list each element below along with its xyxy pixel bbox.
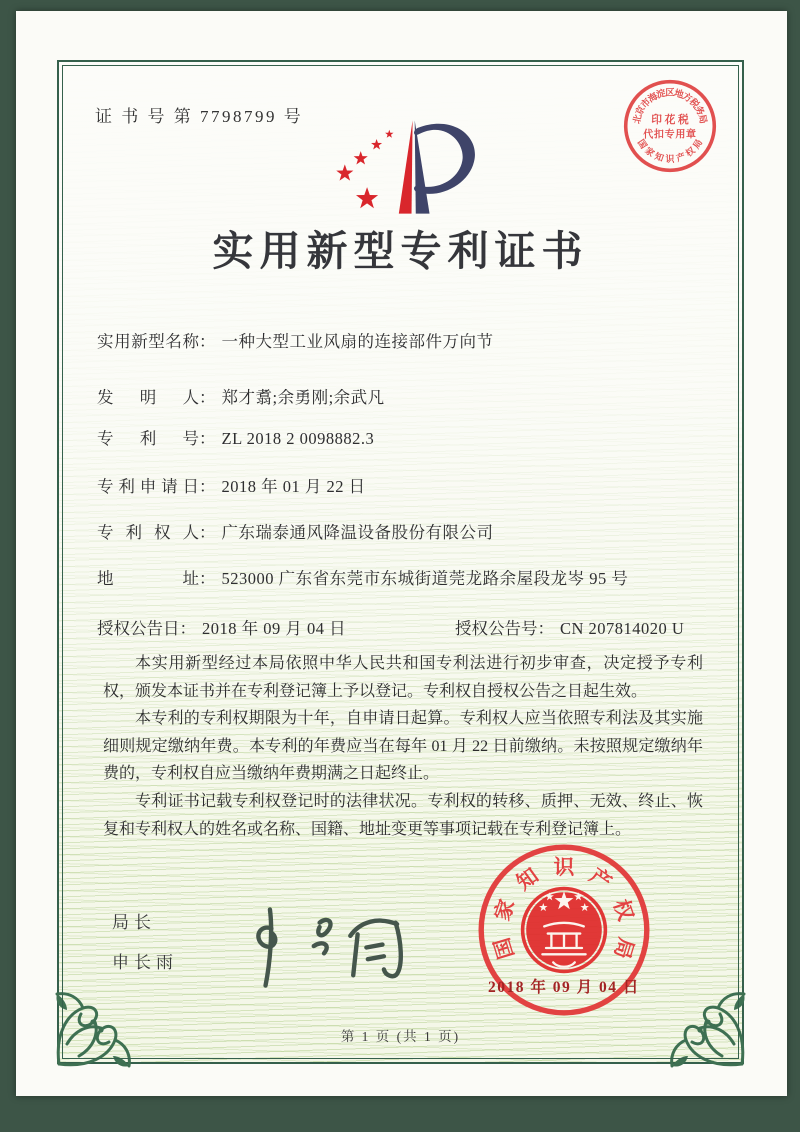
field-colon: ： xyxy=(199,332,216,351)
grant-number-value: CN 207814020 U xyxy=(560,619,685,638)
field-label: 地址 xyxy=(97,569,199,588)
field-row-patentee xyxy=(97,519,494,541)
field-colon: ： xyxy=(199,388,216,407)
grant-date-row xyxy=(97,615,346,639)
field-row-name xyxy=(97,328,494,350)
field-colon: ： xyxy=(537,619,554,638)
field-row-inventors xyxy=(97,384,385,406)
tax-stamp-seal xyxy=(620,76,720,176)
field-label: 专利申请日 xyxy=(97,477,199,496)
svg-text:区: 区 xyxy=(665,88,675,99)
field-value: 郑才翥;余勇刚;余武凡 xyxy=(221,388,385,407)
svg-text:家: 家 xyxy=(643,145,657,159)
field-label: 实用新型名称 xyxy=(97,332,199,351)
field-label: 专利权人 xyxy=(97,523,199,542)
field-colon: ： xyxy=(199,523,216,542)
svg-text:淀: 淀 xyxy=(655,88,668,101)
svg-text:权: 权 xyxy=(608,896,637,924)
grant-number-label: 授权公告号 xyxy=(455,619,538,638)
certificate-title: 实用新型专利证书 xyxy=(212,228,589,274)
field-colon: ： xyxy=(179,619,196,638)
director-title: 局长 xyxy=(112,913,156,932)
svg-text:局: 局 xyxy=(691,137,705,151)
director-name: 申长雨 xyxy=(112,953,178,972)
field-value: 523000 广东省东莞市东城街道莞龙路余屋段龙岑 95 号 xyxy=(221,569,629,588)
certificate-page xyxy=(16,11,787,1096)
field-row-filing-date xyxy=(97,473,366,495)
svg-text:国: 国 xyxy=(491,934,519,962)
field-label: 发明人 xyxy=(97,388,199,407)
svg-text:识: 识 xyxy=(665,153,675,164)
field-value: 2018 年 01 月 22 日 xyxy=(221,477,366,496)
certificate-frame xyxy=(57,60,744,1064)
svg-text:产: 产 xyxy=(585,864,615,895)
svg-text:产: 产 xyxy=(674,151,687,164)
svg-text:局: 局 xyxy=(695,113,708,125)
svg-text:市: 市 xyxy=(639,97,654,111)
corner-ornament-icon xyxy=(47,976,147,1076)
svg-text:务: 务 xyxy=(692,104,706,118)
svg-text:国: 国 xyxy=(635,137,649,151)
svg-text:地: 地 xyxy=(672,88,685,101)
svg-text:方: 方 xyxy=(680,91,694,106)
field-label: 专利号 xyxy=(97,429,199,448)
cnipa-logo-icon xyxy=(312,114,492,220)
svg-text:京: 京 xyxy=(634,104,648,118)
svg-text:识: 识 xyxy=(553,857,575,880)
grant-date-label: 授权公告日 xyxy=(97,619,180,638)
certificate-number: 证 书 号 第 7798799 号 xyxy=(95,107,304,126)
national-emblem-icon xyxy=(523,889,606,972)
tax-stamp-line1: 印 花 税 xyxy=(651,114,689,127)
field-colon: ： xyxy=(199,429,216,448)
director-signature-icon xyxy=(229,900,419,995)
svg-text:知: 知 xyxy=(653,151,666,164)
corner-ornament-icon xyxy=(654,976,754,1076)
field-row-patent-number xyxy=(97,425,374,447)
tax-stamp-line2: 代扣专用章 xyxy=(643,129,697,141)
legal-text xyxy=(103,650,703,843)
svg-text:知: 知 xyxy=(513,864,543,895)
svg-text:权: 权 xyxy=(683,145,697,159)
field-value: 一种大型工业风扇的连接部件万向节 xyxy=(221,332,494,351)
legal-paragraph-3: 专利证书记载专利权登记时的法律状况。专利权的转移、质押、无效、终止、恢复和专利权人的姓名或名称、国籍、地址变更等事项记载在专利登记簿上。 xyxy=(103,792,703,838)
field-colon: ： xyxy=(199,569,216,588)
svg-text:海: 海 xyxy=(646,91,660,106)
grant-date-value: 2018 年 09 月 04 日 xyxy=(202,619,347,638)
field-row-address xyxy=(97,565,628,587)
svg-text:北: 北 xyxy=(632,113,645,125)
seal-date: 2018 年 09 月 04 日 xyxy=(488,979,640,996)
page-number: 第 1 页 (共 1 页) xyxy=(340,1029,461,1044)
svg-text:家: 家 xyxy=(491,896,520,924)
field-value: ZL 2018 2 0098882.3 xyxy=(221,429,375,448)
svg-text:局: 局 xyxy=(609,934,637,962)
svg-text:税: 税 xyxy=(686,97,701,111)
field-value: 广东瑞泰通风降温设备股份有限公司 xyxy=(221,523,494,542)
legal-paragraph-2: 本专利的专利权期限为十年，自申请日起算。专利权人应当依照专利法及其实施细则规定缴纳年费。本专利的年费应当在每年 01 月 22 日前缴纳。未按照规定缴纳年费的，专利权自应当缴纳年费期满之日起终止。 xyxy=(103,710,703,783)
legal-paragraph-1: 本实用新型经过本局依照中华人民共和国专利法进行初步审查，决定授予专利权，颁发本证书并在专利登记簿上予以登记。专利权自授权公告之日起生效。 xyxy=(103,655,703,700)
field-colon: ： xyxy=(199,477,216,496)
grant-number-row xyxy=(455,615,684,639)
